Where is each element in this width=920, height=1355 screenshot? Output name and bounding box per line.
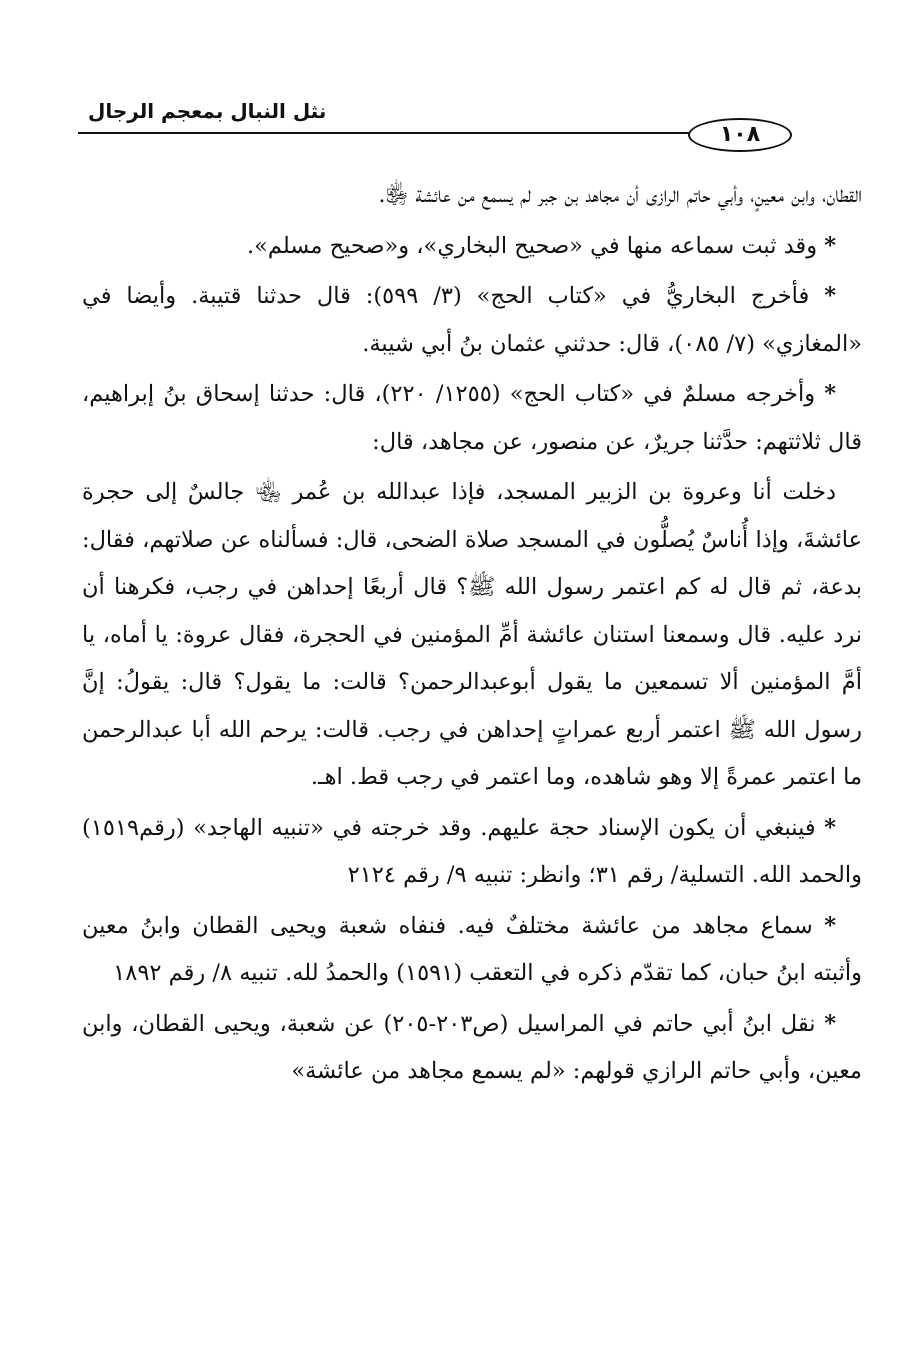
paragraph-text: وأخرجه مسلمٌ في «كتاب الحج» (١٢٥٥/ ٢٢٠)، قال: حدثنا إسحاق بنُ إبراهيم، قال ثلاثتهم: حدَّثنا جريرٌ، عن منصور، عن مجاهد، قال: — [82, 381, 862, 455]
paragraph-text: فينبغي أن يكون الإسناد حجة عليهم. وقد خرجته في «تنبيه الهاجد» (رقم١٥١٩) والحمد الله. التسلية/ رقم ٣١؛ وانظر: تنبيه ٩/ رقم ٢١٢٤ — [82, 814, 862, 888]
paragraph-text: دخلت أنا وعروة بن الزبير المسجد، فإذا عبدالله بن عُمر ﵄ جالسٌ إلى حجرة عائشةَ، وإذا أُناسٌ يُصلُّون في المسجد صلاة الضحى، قال: فسألناه عن صلاتهم، فقال: بدعة، ثم قال له كم اعتمر رسول الله ﷺ؟ قال أربعًا إحداهن في رجب، فكرهنا أن نرد عليه. قال وسمعنا استنان عائشة أمِّ المؤمنين في الحجرة، فقال عروة: يا أماه، يا أمَّ المؤمنين ألا تسمعين ما يقول أبوعبدالرحمن؟ قالت: ما يقول؟ قال: يقولُ: إنَّ رسول الله ﷺ اعتمر أربع عمراتٍ إحداهن في رجب. قالت: يرحم الله أبا عبدالرحمن ما اعتمر عمرةً إلا وهو شاهده، وما اعتمر في رجب قط. اهـ. — [82, 479, 862, 790]
paragraph-text: وقد ثبت سماعه منها في «صحيح البخاري»، و«صحيح مسلم». — [246, 232, 818, 259]
paragraph-text: فأخرج البخاريُّ في «كتاب الحج» (٣/ ٥٩٩): قال حدثنا قتيبة. وأيضا في «المغازي» (٧/ ٠٨٥)، قال: حدثني عثمان بنُ أبي شيبة. — [82, 283, 862, 357]
paragraph-text: سماع مجاهد من عائشة مختلفٌ فيه. فنفاه شعبة ويحيى القطان وابنُ معين وأثبته ابنُ حبان، كما تقدّم ذكره في التعقب (١٥٩١) والحمدُ لله. تنبيه ٨/ رقم ١٨٩٢ — [82, 912, 862, 986]
paragraph-marker: * — [824, 912, 837, 939]
paragraph-marker: * — [824, 1010, 837, 1037]
paragraph-marker: * — [824, 814, 837, 841]
running-header-title: نثل النبال بمعجم الرجال — [88, 99, 327, 123]
paragraph — [82, 273, 862, 368]
paragraph — [82, 223, 862, 271]
paragraph — [82, 805, 862, 900]
paragraph-text: نقل ابنُ أبي حاتم في المراسيل (ص٢٠٣-٢٠٥) عن شعبة، ويحيى القطان، وابن معين، وأبي حاتم الرازي قولهم: «لم يسمع مجاهد من عائشة» — [82, 1010, 862, 1084]
paragraph-marker: * — [824, 232, 836, 259]
paragraph-marker: * — [824, 283, 836, 309]
paragraph-text: القطان، وابن معينٍ، وأبي حاتم الرازى أن مجاهد بن جبر لم يسمع من عائشة ﵂. — [378, 182, 862, 208]
page-number-badge: ١٠٨ — [688, 118, 792, 152]
paragraph — [82, 903, 862, 998]
paragraph-continuation — [82, 172, 862, 220]
paragraph-marker: * — [824, 381, 837, 407]
paragraph — [82, 1001, 862, 1096]
body-text — [82, 172, 862, 1099]
paragraph — [82, 371, 862, 466]
quoted-hadith-paragraph — [82, 469, 862, 802]
header-rule — [78, 132, 690, 134]
